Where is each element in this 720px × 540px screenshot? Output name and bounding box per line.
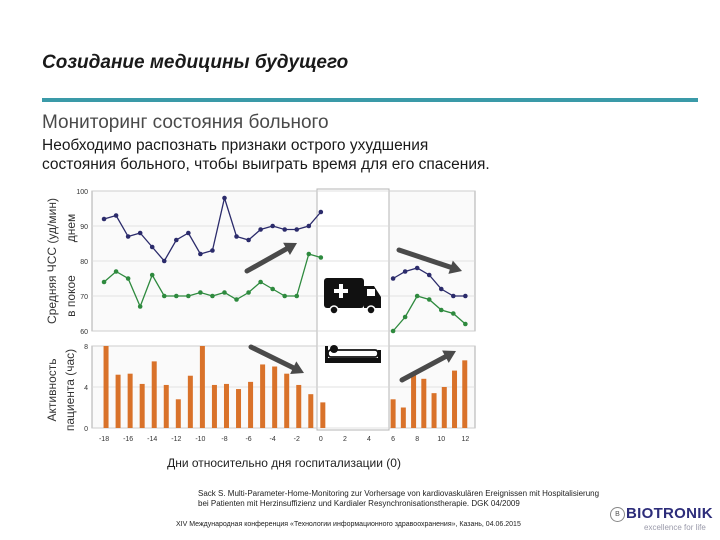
lead-line-2: состояния больного, чтобы выиграть время для его спасения. (42, 156, 490, 173)
x-tick-label: 4 (367, 436, 371, 443)
logo-tagline: excellence for life (644, 523, 706, 532)
hospitalization-band (317, 189, 389, 430)
heart-rate-rest-line-point (222, 290, 227, 295)
activity-bar (401, 408, 406, 429)
heart-rate-day-line-point (463, 294, 468, 299)
x-tick-label: 0 (318, 436, 323, 443)
citation-line-1: Sack S. Multi-Parameter-Home-Monitoring zur Vorhersage von kardiovaskulären Ereignissen mit Hospitalisierung (198, 489, 600, 498)
x-tick-label: 2 (342, 436, 347, 443)
activity-bar (260, 364, 265, 428)
heart-rate-rest-line-point (234, 297, 239, 302)
heart-rate-day-line-point (246, 238, 251, 243)
ambulance-wheel (330, 306, 338, 314)
bed-footboard (378, 350, 381, 363)
heart-rate-rest-line-point (319, 255, 324, 260)
heart-rate-day-line-point (403, 269, 408, 274)
bar-y-tick-label: 0 (84, 426, 88, 433)
line-y-tick-label: 80 (80, 259, 88, 266)
heart-rate-rest-line-point (198, 290, 203, 295)
activity-bar (176, 399, 181, 428)
heart-rate-rest-line-point (186, 294, 191, 299)
x-tick-label: 6 (391, 436, 396, 443)
conference-footer: XIV Международная конференция «Технологии информационного здравоохранения», Казань, 04.06.2015 (176, 521, 521, 528)
heart-rate-rest-line-point (270, 287, 275, 292)
heart-rate-rest-line-point (391, 329, 396, 334)
heart-rate-rest-line-point (174, 294, 179, 299)
activity-bar (421, 379, 426, 428)
heart-rate-rest-line-point (102, 280, 107, 285)
activity-bar (128, 374, 133, 428)
heart-rate-rest-line-point (463, 322, 468, 327)
heart-rate-day-line-point (270, 224, 275, 229)
x-tick-label: -8 (221, 436, 228, 443)
heart-rate-rest-line-point (138, 304, 143, 309)
activity-bar (224, 384, 229, 428)
activity-bar (236, 389, 241, 428)
bed-patient-head (330, 345, 338, 353)
heart-rate-day-line-point (258, 227, 263, 232)
heart-rate-rest-line-point (258, 280, 263, 285)
bed-headboard (325, 346, 328, 363)
heart-rate-day-line-point (294, 227, 299, 232)
logo-wordmark: BIOTRONIK (626, 505, 713, 522)
slide-title: Созидание медицины будущего (42, 52, 349, 73)
activity-bar (200, 346, 205, 428)
heart-rate-day-line-point (427, 273, 432, 278)
activity-bar (391, 399, 396, 428)
x-tick-label: 12 (461, 436, 470, 443)
x-tick-label: 8 (415, 436, 420, 443)
activity-bar (212, 385, 217, 428)
heart-rate-rest-line-point (210, 294, 215, 299)
biotronik-logo (610, 505, 713, 537)
heart-rate-day-line-point (186, 231, 191, 236)
activity-bar (188, 376, 193, 428)
activity-bar (164, 385, 169, 428)
heart-rate-rest-line-point (126, 276, 131, 281)
activity-bar (462, 360, 467, 428)
heart-rate-rest-line-point (306, 252, 311, 257)
heart-rate-day-line-point (210, 248, 215, 253)
line-y-tick-label: 100 (76, 189, 88, 196)
heart-rate-day-line-point (174, 238, 179, 243)
heart-rate-day-line-point (102, 217, 107, 222)
x-tick-label: 10 (437, 436, 446, 443)
activity-bar (452, 371, 457, 428)
x-tick-label: -18 (98, 436, 110, 443)
x-tick-label: -16 (123, 436, 134, 443)
line-y-tick-label: 60 (80, 329, 88, 336)
activity-bar (140, 384, 145, 428)
heart-rate-rest-line-point (294, 294, 299, 299)
x-tick-label: -12 (171, 436, 182, 443)
x-tick-label: -10 (195, 436, 206, 443)
heart-rate-day-line-point (222, 196, 227, 201)
heart-rate-day-line-point (306, 224, 311, 229)
line-y-tick-label: 70 (80, 294, 88, 301)
heart-rate-rest-line-point (403, 315, 408, 320)
line-y-axis-subtitle-rest: в покое (64, 275, 78, 317)
heart-rate-day-line-point (391, 276, 396, 281)
activity-bar (296, 385, 301, 428)
ambulance-cross-h (334, 289, 348, 293)
heart-rate-day-line-point (138, 231, 143, 236)
bar-y-axis-title: Активность (45, 358, 59, 422)
x-tick-label: -6 (245, 436, 252, 443)
ambulance-wheel (367, 306, 375, 314)
heart-rate-day-line-point (451, 294, 456, 299)
heart-rate-day-line-point (114, 213, 119, 218)
lead-line-1: Необходимо распознать признаки острого ухудшения (42, 137, 429, 154)
bar-y-axis-subtitle: пациента (час) (63, 348, 77, 432)
x-tick-label: -4 (269, 436, 276, 443)
heart-rate-day-line-point (282, 227, 287, 232)
bed-frame (325, 358, 381, 363)
logo-mark-icon: B (610, 507, 625, 522)
activity-bar (411, 375, 416, 428)
activity-bar (116, 375, 121, 428)
heart-rate-day-line-point (150, 245, 155, 250)
heart-rate-day-line-point (319, 210, 324, 215)
ambulance-window (367, 289, 375, 296)
bar-y-tick-label: 4 (84, 385, 88, 392)
heart-rate-day-line-point (198, 252, 203, 257)
activity-bar (284, 374, 289, 428)
heart-rate-rest-line-point (451, 311, 456, 316)
citation-line-2: bei Patienten mit Herzinsuffizienz und Kardialer Resynchronisationstherapie. DGK 04/2009 (198, 499, 520, 508)
activity-bar (442, 387, 447, 428)
heart-rate-rest-line-point (246, 290, 251, 295)
heart-rate-rest-line-point (439, 308, 444, 313)
heart-rate-rest-line-point (162, 294, 167, 299)
activity-bar (104, 346, 109, 428)
line-y-axis-subtitle-day: днем (64, 213, 78, 243)
heart-rate-day-line-point (415, 266, 420, 271)
heart-rate-day-line-point (126, 234, 131, 239)
heart-rate-rest-line-point (415, 294, 420, 299)
heart-rate-day-line-point (162, 259, 167, 264)
heart-rate-rest-line-point (282, 294, 287, 299)
heart-rate-day-line-point (234, 234, 239, 239)
slide-subtitle: Мониторинг состояния больного (42, 112, 329, 133)
activity-bar (432, 393, 437, 428)
activity-bar (272, 367, 277, 429)
x-axis-label: Дни относительно дня госпитализации (0) (167, 456, 401, 470)
line-y-axis-title: Средняя ЧСС (уд/мин) (45, 198, 59, 324)
heart-rate-rest-line-point (427, 297, 432, 302)
heart-rate-rest-line-point (150, 273, 155, 278)
heart-rate-day-line-point (439, 287, 444, 292)
activity-bar (248, 382, 253, 428)
x-tick-label: -14 (147, 436, 158, 443)
activity-bar (152, 361, 157, 428)
activity-bar (308, 394, 313, 428)
line-y-tick-label: 90 (80, 224, 88, 231)
x-tick-label: -2 (293, 436, 300, 443)
activity-bar (320, 402, 325, 428)
bar-y-tick-label: 8 (84, 344, 88, 351)
heart-rate-rest-line-point (114, 269, 119, 274)
